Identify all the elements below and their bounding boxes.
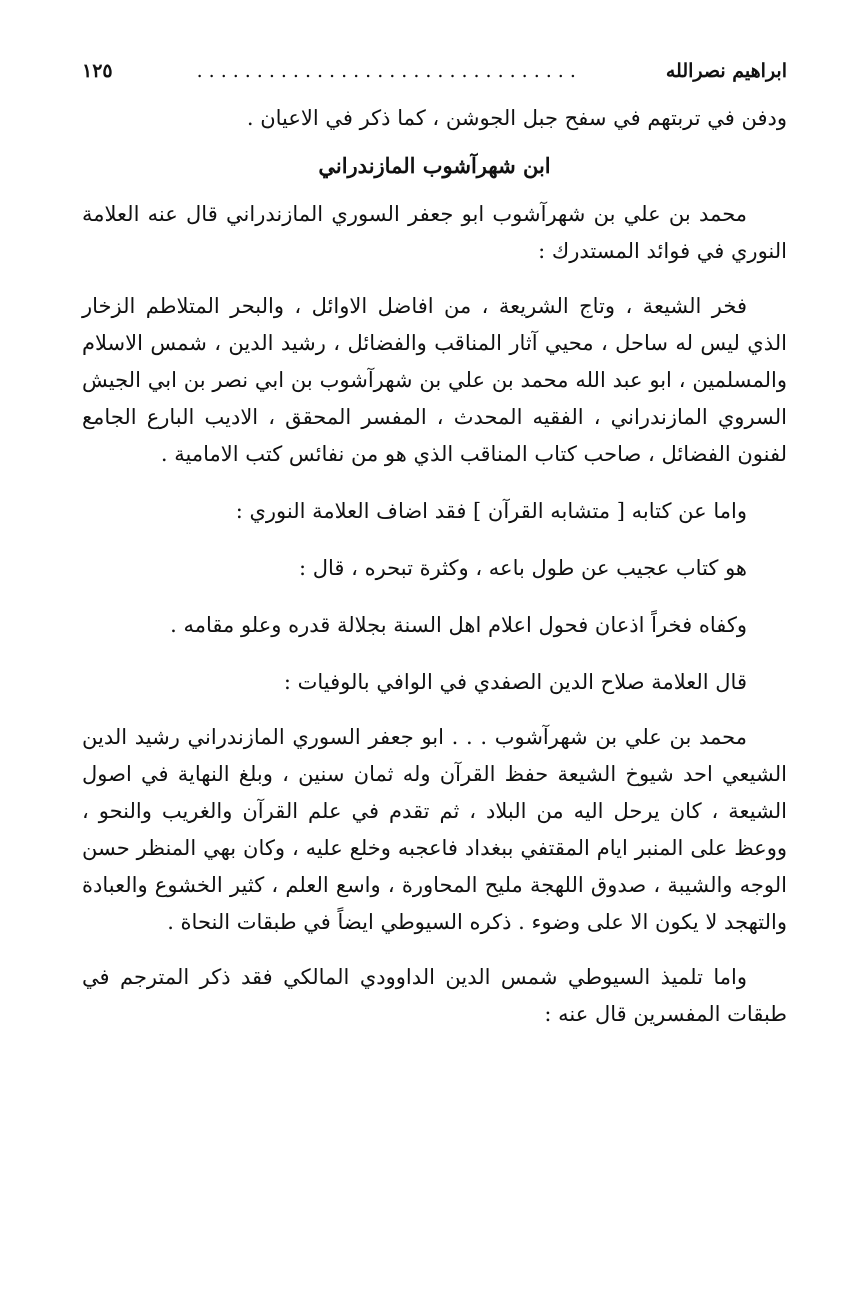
paragraph-intro: ودفن في تربتهم في سفح جبل الجوشن ، كما ذكر في الاعيان .	[246, 106, 787, 130]
paragraph-8: واما تلميذ السيوطي شمس الدين الداوودي المالكي فقد ذكر المترجم في طبقات المفسرين قال عنه :	[82, 965, 787, 1026]
section-heading: ابن شهرآشوب المازندراني	[318, 153, 551, 178]
book-page	[82, 60, 787, 1249]
paragraph-1: محمد بن علي بن شهرآشوب ابو جعفر السوري المازندراني قال عنه العلامة النوري في فوائد المستدرك :	[82, 202, 787, 263]
paragraph-2: فخر الشيعة ، وتاج الشريعة ، من افاضل الاوائل ، والبحر المتلاطم الزخار الذي ليس له ساحل ، محيي آثار المناقب والفضائل ، رشيد الدين ، شمس الاسلام والمسلمين ، ابو عبد الله محمد بن علي بن شهرآشوب بن ابي نصر بن ابي الجيش السروي المازندراني ، الفقيه المحدث ، المفسر المحقق ، الاديب البارع الجامع لفنون الفضائل ، صاحب كتاب المناقب الذي هو من نفائس كتب الامامية .	[82, 294, 787, 466]
running-header	[82, 60, 787, 100]
paragraph-3: واما عن كتابه [ متشابه القرآن ] فقد اضاف العلامة النوري :	[235, 499, 747, 523]
page-number: ١٢٥	[82, 60, 113, 82]
paragraph-7: محمد بن علي بن شهرآشوب . . . ابو جعفر السوري المازندراني رشيد الدين الشيعي احد شيوخ الشيعة حفظ القرآن وله ثمان سنين ، وبلغ النهاية في اصول الشيعة ، كان يرحل اليه من البلاد ، ثم تقدم في علم القرآن والغريب والنحو ، ووعظ على المنبر ايام المقتفي ببغداد فاعجبه وخلع عليه ، وكان بهي المنظر حسن الوجه والشيبة ، صدوق اللهجة مليح المحاورة ، واسع العلم ، كثير الخشوع والعبادة والتهجد لا يكون الا على وضوء . ذكره السيوطي ايضاً في طبقات النحاة .	[82, 725, 787, 934]
running-head-title: ابراهيم نصرالله	[665, 60, 787, 82]
leader-dots: ................................	[196, 60, 582, 82]
paragraph-5: وكفاه فخراً اذعان فحول اعلام اهل السنة بجلالة قدره وعلو مقامه .	[170, 613, 747, 637]
paragraph-4: هو كتاب عجيب عن طول باعه ، وكثرة تبحره ، قال :	[299, 556, 747, 580]
paragraph-6: قال العلامة صلاح الدين الصفدي في الوافي بالوفيات :	[283, 670, 747, 694]
